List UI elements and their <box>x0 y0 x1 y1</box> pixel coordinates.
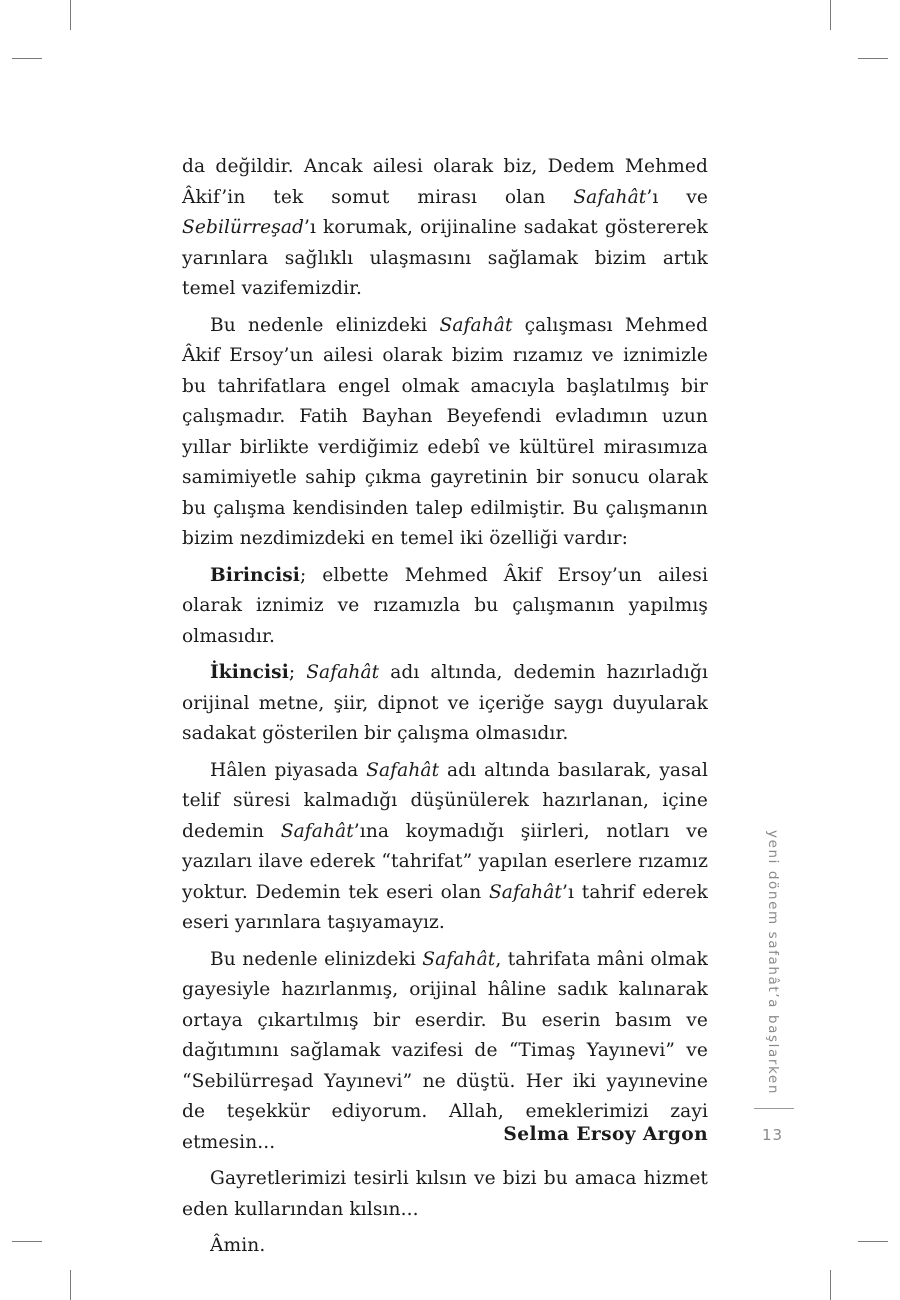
paragraph-8: Âmin. <box>210 1235 266 1256</box>
signature: Selma Ersoy Argon <box>503 1124 708 1145</box>
crop-mark <box>70 1270 71 1300</box>
paragraph-2: Bu nedenle elinizdeki Safahât çalışması Mehmed Âkif Ersoy’un ailesi olarak bizim rızamız ve iznimizle bu tahrifatlara engel olmak amacıyla başlatılmış bir çalışmadır. Fatih Bayhan Beyefendi evladımın uzun yıllar birlikte verdiğimiz edebî ve kültürel mirasımıza samimiyetle sahip çıkma gayretinin bir sonucu olarak bu çalışma kendisinden talep edilmiştir. Bu çalışmanın bizim nezdimizdeki en temel iki özelliği vardır: <box>182 314 708 549</box>
paragraph-5: Hâlen piyasada Safahât adı altında basılarak, yasal telif süresi kalmadığı düşünülerek hazırlanan, içine dedemin Safahât’ına koymadığı şiirleri, notları ve yazıları ilave ederek “tahrifat” yapılan eserlere rızamız yoktur. Dedemin tek eseri olan Safahât’ı tahrif ederek eseri yarınlara taşıyamayız. <box>182 759 708 933</box>
paragraph-4: İkincisi; Safahât adı altında, dedemin hazırladığı orijinal metne, şiir, dipnot ve içeriğe saygı duyularak sadakat gösterilen bir çalışma olmasıdır. <box>182 662 709 744</box>
running-head-text: yeni dönem safahât’a başlarken <box>765 830 781 1095</box>
crop-mark <box>70 0 71 30</box>
running-head <box>763 830 785 1100</box>
crop-mark <box>12 58 42 59</box>
crop-mark <box>858 58 888 59</box>
body-text <box>182 152 708 1268</box>
crop-mark <box>12 1241 42 1242</box>
paragraph-7: Gayretlerimizi tesirli kılsın ve bizi bu amaca hizmet eden kullarından kılsın... <box>182 1168 708 1220</box>
page-number: 13 <box>762 1126 784 1144</box>
paragraph-1: da değildir. Ancak ailesi olarak biz, Dedem Mehmed Âkif’in tek somut mirası olan Safahât’ı ve Sebilürreşad’ı korumak, orijinaline sadakat göstererek yarınlara sağlıklı ulaşmasını sağlamak bizim artık temel vazifemizdir. <box>182 156 708 299</box>
crop-mark <box>830 1270 831 1300</box>
crop-mark <box>858 1241 888 1242</box>
paragraph-3: Birincisi; elbette Mehmed Âkif Ersoy’un ailesi olarak iznimiz ve rızamızla bu çalışmanın yapılmış olmasıdır. <box>182 564 708 647</box>
crop-mark <box>830 0 831 30</box>
paragraph-6: Bu nedenle elinizdeki Safahât, tahrifata mâni olmak gayesiyle hazırlanmış, orijinal hâline sadık kalınarak ortaya çıkartılmış bir eserdir. Bu eserin basım ve dağıtımını sağlamak vazifesi de “Timaş Yayınevi” ve “Sebilürreşad Yayınevi” ne düştü. Her iki yayınevine de teşekkür ediyorum. Allah, emeklerimizi zayi etmesin... <box>182 948 708 1153</box>
folio-divider <box>754 1108 794 1109</box>
